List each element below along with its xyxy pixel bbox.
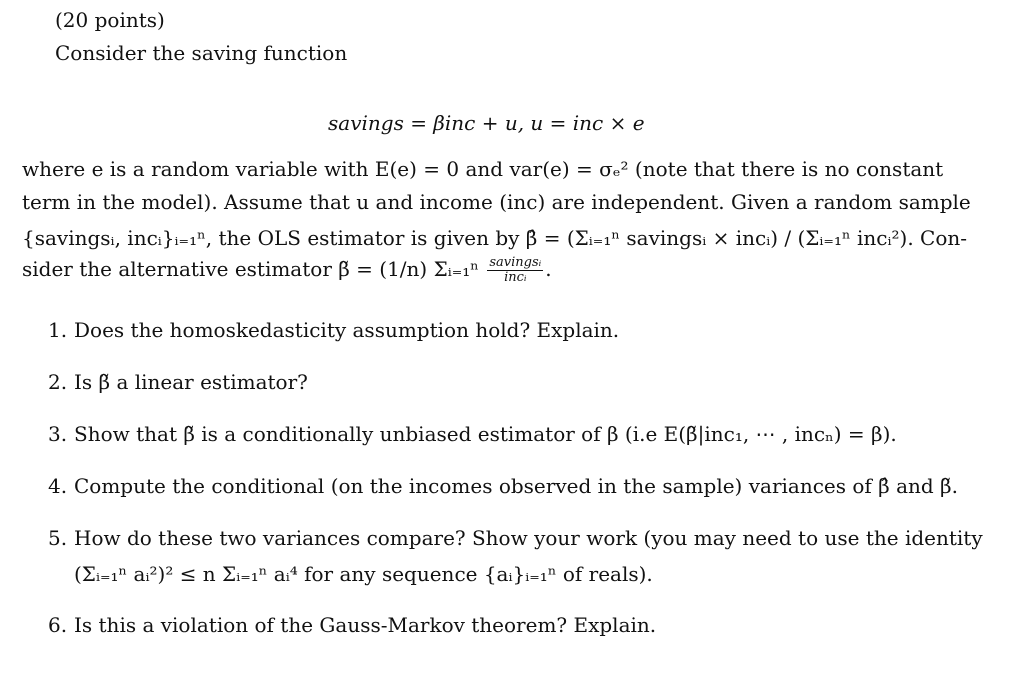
question-1 bbox=[48, 318, 619, 342]
intro-text: Consider the saving function bbox=[55, 41, 348, 65]
paragraph-line-2: term in the model). Assume that u and income (inc) are independent. Given a random sample bbox=[22, 190, 971, 214]
points-label: (20 points) bbox=[55, 8, 165, 32]
question-number: 2. bbox=[48, 370, 68, 394]
question-text: Compute the conditional (on the incomes observed in the sample) variances of β̂ and β̃. bbox=[74, 474, 958, 498]
question-2 bbox=[48, 370, 308, 394]
question-text: How do these two variances compare? Show your work (you may need to use the identity bbox=[74, 526, 983, 550]
fraction-numerator: savingsᵢ bbox=[489, 255, 542, 270]
question-5 bbox=[48, 526, 983, 550]
savings-equation: savings = βinc + u, u = inc × e bbox=[328, 111, 645, 135]
paragraph-line-1: where e is a random variable with E(e) = 0 and var(e) = σₑ² (note that there is no constant bbox=[22, 157, 944, 181]
paragraph-line-3: {savingsᵢ, incᵢ}ᵢ₌₁ⁿ, the OLS estimator is given by β̂ = (Σᵢ₌₁ⁿ savingsᵢ × incᵢ) / (Σᵢ₌₁ⁿ incᵢ²). Con- bbox=[22, 226, 968, 250]
paragraph-line-4 bbox=[22, 256, 947, 285]
question-text: Does the homoskedasticity assumption hold? Explain. bbox=[74, 318, 620, 342]
question-text: Is β̃ a linear estimator? bbox=[74, 370, 308, 394]
question-5-continuation: (Σᵢ₌₁ⁿ aᵢ²)² ≤ n Σᵢ₌₁ⁿ aᵢ⁴ for any sequence {aᵢ}ᵢ₌₁ⁿ of reals). bbox=[74, 562, 653, 586]
question-number: 3. bbox=[48, 422, 68, 446]
question-number: 4. bbox=[48, 474, 68, 498]
question-number: 1. bbox=[48, 318, 68, 342]
question-number: 5. bbox=[48, 526, 68, 550]
question-6 bbox=[48, 613, 656, 637]
alternative-estimator-text: sider the alternative estimator β̃ = (1/n) Σᵢ₌₁ⁿ bbox=[22, 257, 479, 281]
savings-over-income-fraction bbox=[487, 256, 543, 285]
question-3 bbox=[48, 422, 897, 446]
fraction-denominator: incᵢ bbox=[504, 270, 527, 285]
sentence-end: . bbox=[545, 257, 552, 281]
question-number: 6. bbox=[48, 613, 68, 637]
question-text: Is this a violation of the Gauss-Markov theorem? Explain. bbox=[74, 613, 657, 637]
question-text: Show that β̃ is a conditionally unbiased estimator of β (i.e E(β̃|inc₁, ⋯ , incₙ) = β). bbox=[74, 422, 897, 446]
question-4 bbox=[48, 474, 958, 498]
